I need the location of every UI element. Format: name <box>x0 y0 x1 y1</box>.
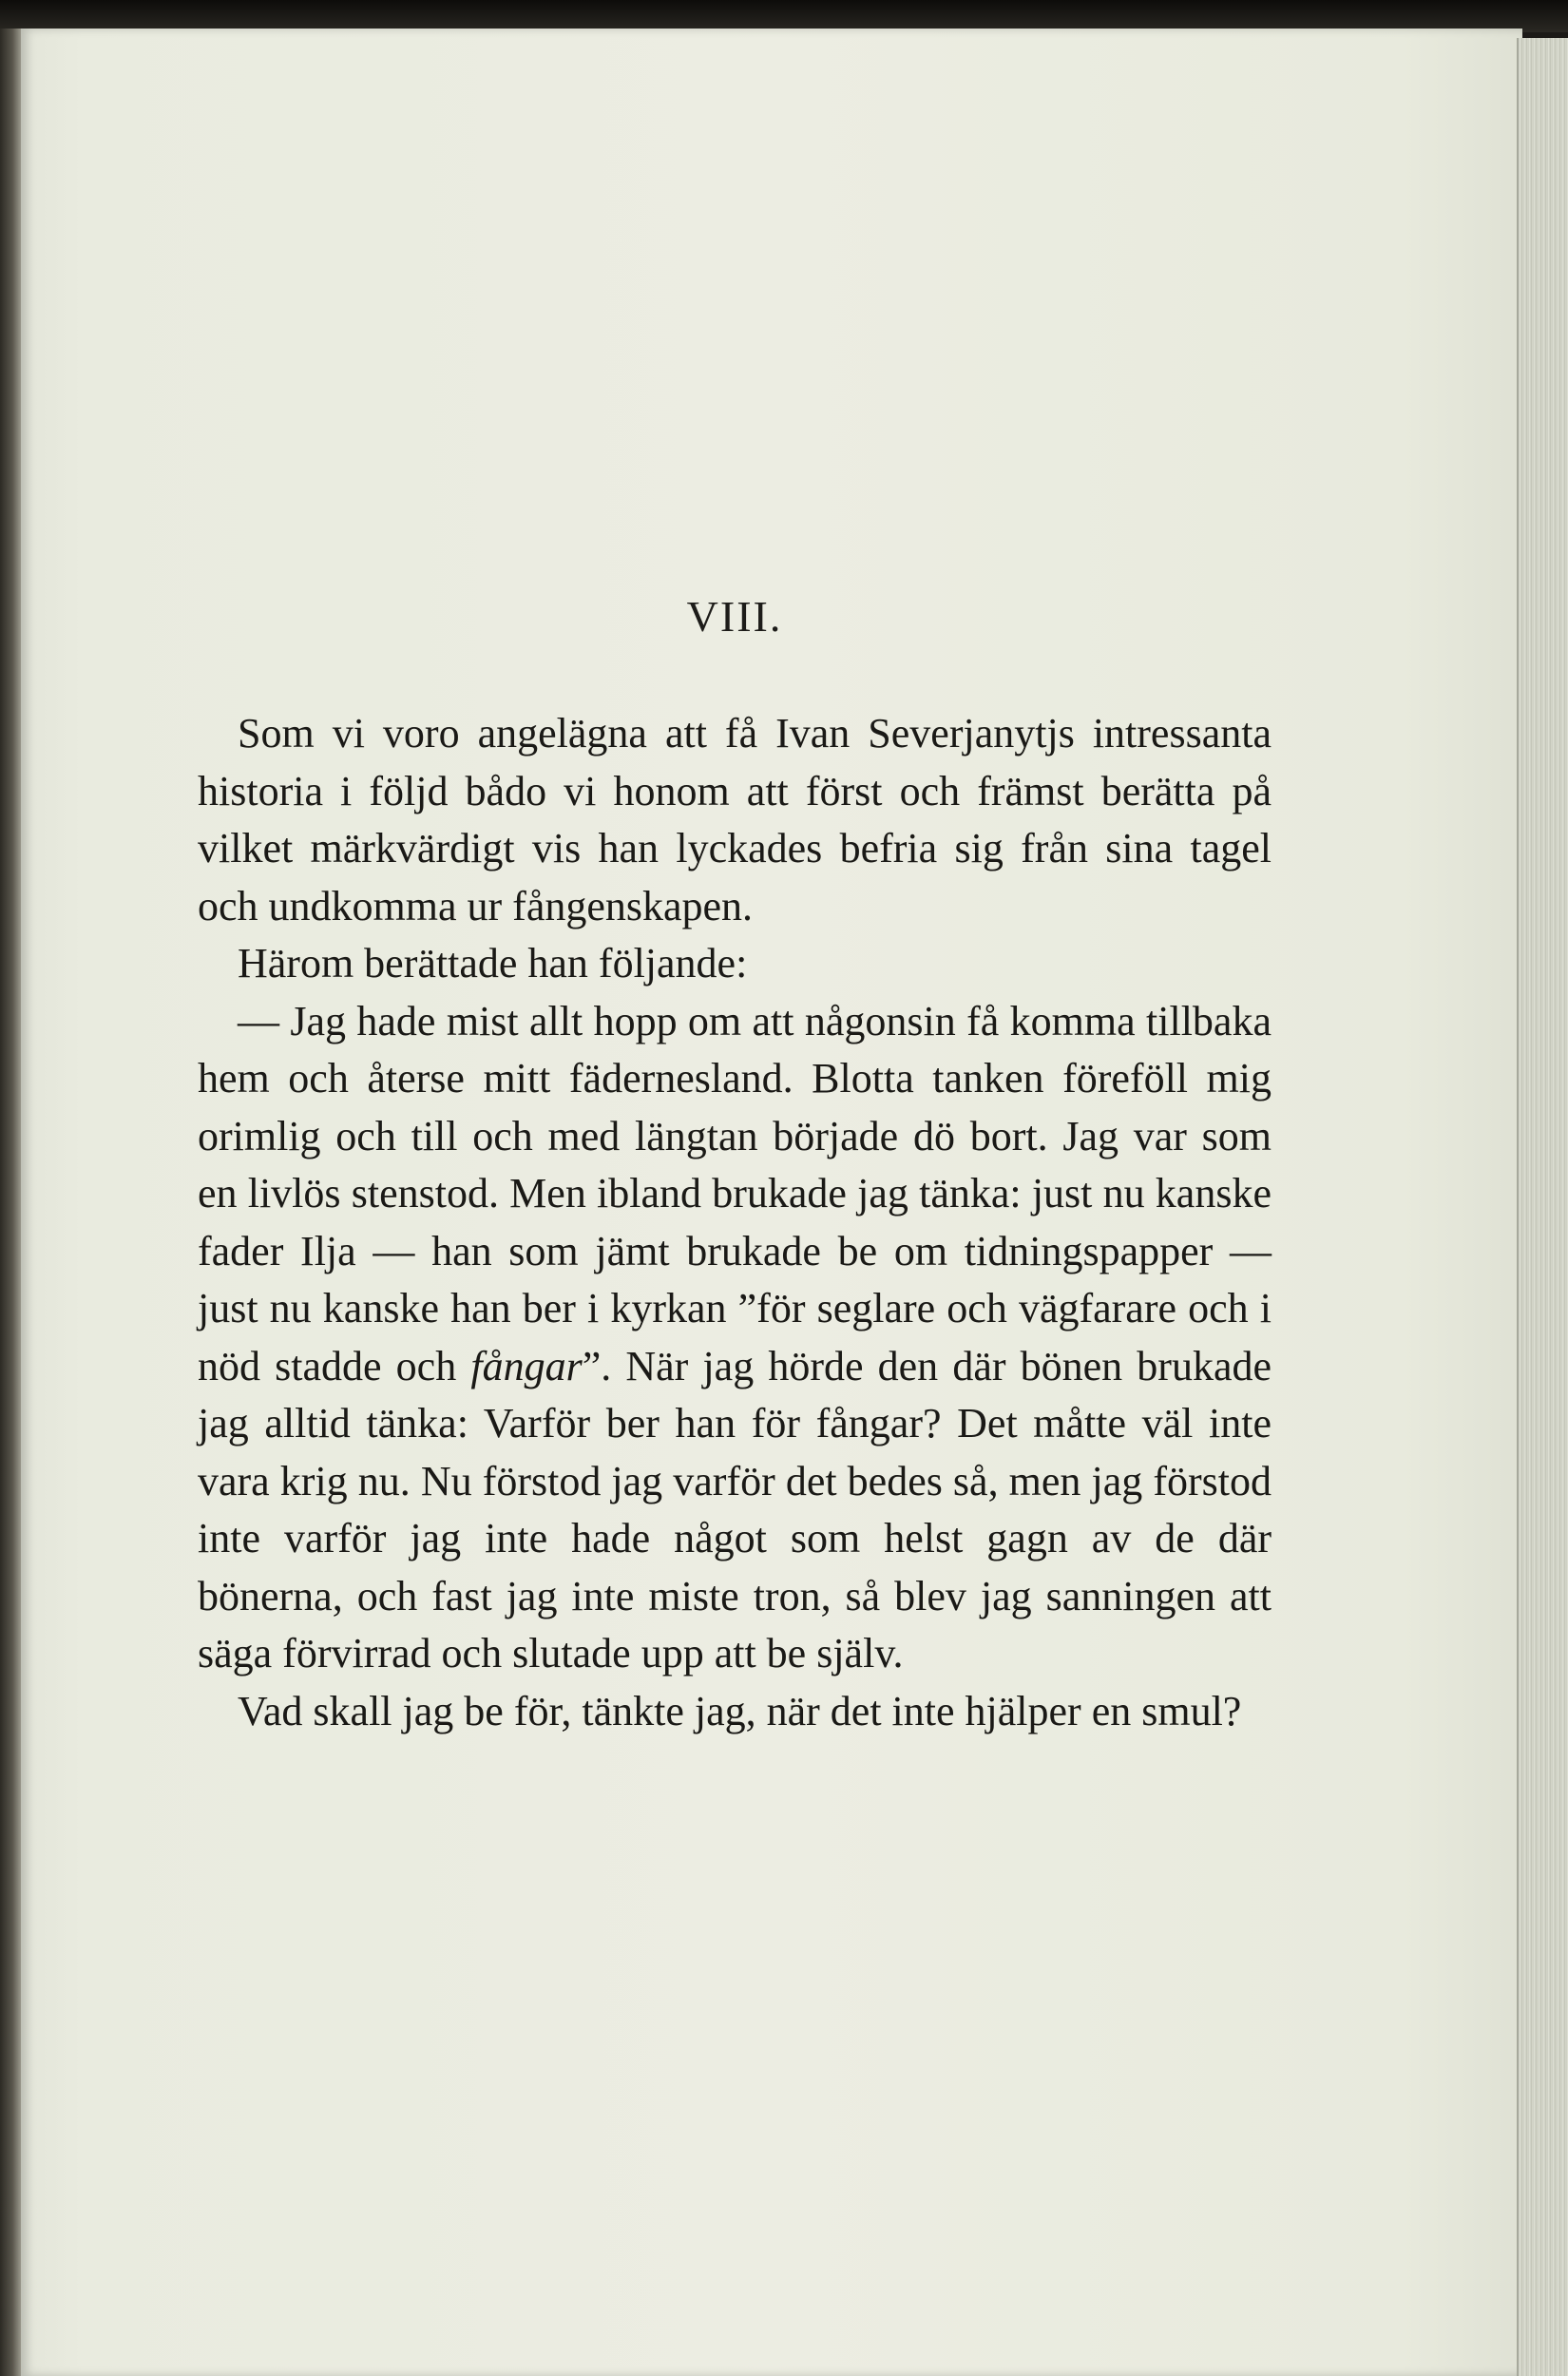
chapter-heading: VIII. <box>686 592 783 641</box>
emphasized-word: fångar <box>470 1342 583 1389</box>
chapter-text <box>198 705 1272 1740</box>
paragraph-narration <box>198 993 1272 1683</box>
narration-text-after: ”. När jag hörde den där bönen brukade jag alltid tänka: Varför ber han för fångar? Det måtte väl inte vara krig nu. Nu förstod jag varför det bedes så, men jag förstod inte varför jag inte hade något som helst gagn av de där bönerna, och fast jag inte miste tron, så blev jag sanningen att säga förvirrad och slutade upp att be själv. <box>198 1342 1272 1677</box>
paragraph-lead-in: Härom berättade han följande: <box>238 940 748 987</box>
paragraph-closing: Vad skall jag be för, tänkte jag, när det inte hjälper en smul? <box>238 1687 1242 1734</box>
paragraph-intro: Som vi voro angelägna att få Ivan Severjanytjs intressanta historia i följd bådo vi honom att först och främst berätta på vilket märkvärdigt vis han lyckades befria sig från sina tagel och undkomma ur fångenskapen. <box>198 710 1272 929</box>
scan-background-top <box>0 0 1568 32</box>
page-stack-edges <box>1517 38 1568 2376</box>
book-spine-edge <box>0 29 21 2376</box>
narration-text-before: — Jag hade mist allt hopp om att någonsin få komma tillbaka hem och återse mitt fädernesland. Blotta tanken föreföll mig orimlig och till och med längtan började dö bort. Jag var som en livlös stenstod. Men ibland brukade jag tänka: just nu kanske fader Ilja — han som jämt brukade be om tidningspapper — just nu kanske han ber i kyrkan ”för seglare och vägfarare och i nöd stadde och <box>198 997 1272 1389</box>
